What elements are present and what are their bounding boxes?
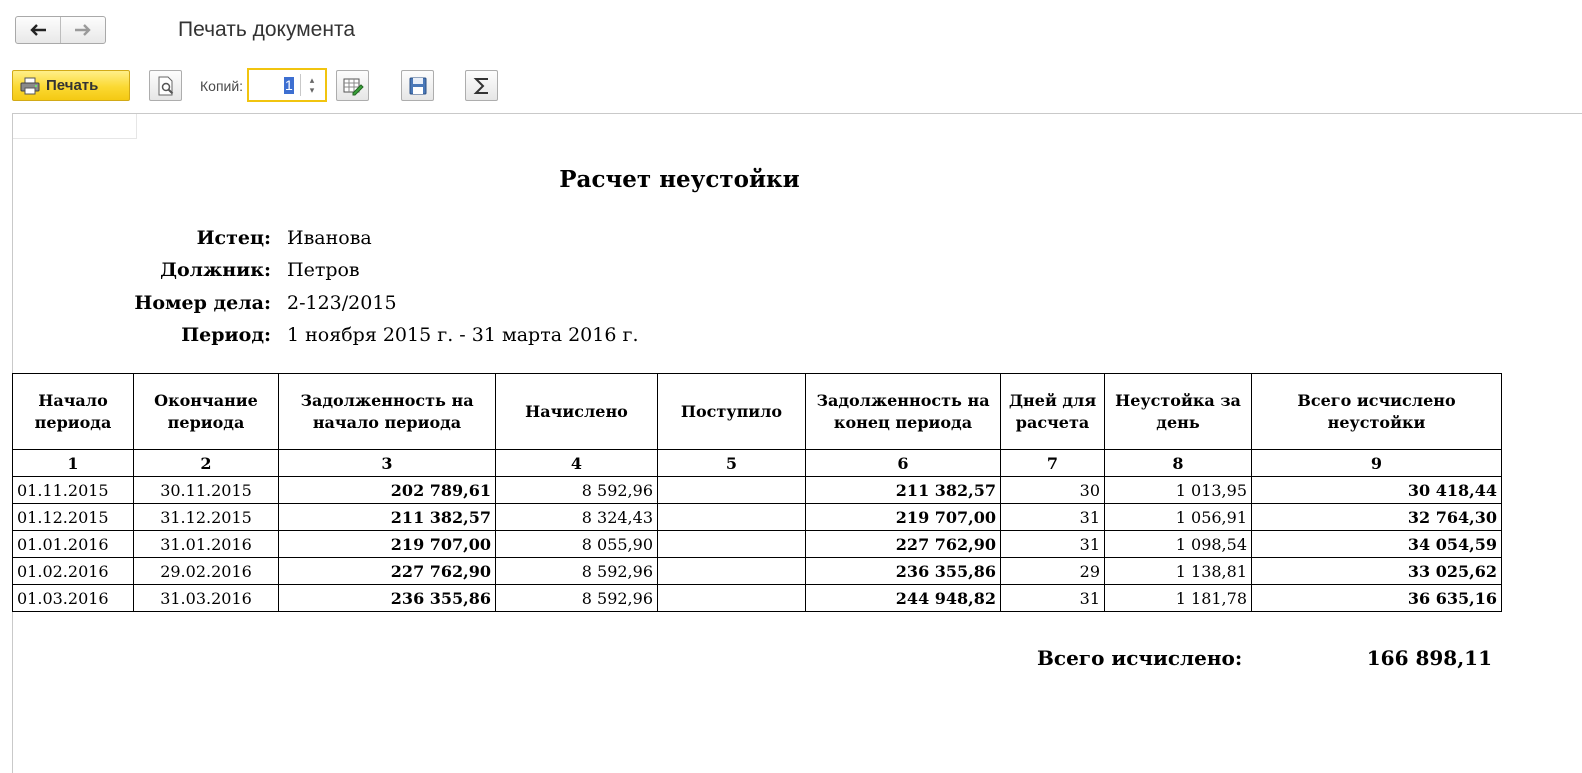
- cell-days: 30: [1001, 477, 1105, 504]
- cell-days: 31: [1001, 585, 1105, 612]
- edit-button[interactable]: [336, 70, 369, 101]
- total-label: Всего исчислено:: [1037, 646, 1243, 670]
- cell-penalty-per-day: 1 013,95: [1105, 477, 1252, 504]
- document-title: Расчет неустойки: [559, 166, 800, 193]
- column-number: 7: [1001, 450, 1105, 477]
- cell-debt-end: 211 382,57: [806, 477, 1001, 504]
- table-row: [13, 585, 1502, 612]
- spin-up-icon: ▴: [309, 75, 315, 85]
- column-header: Начислено: [496, 374, 658, 450]
- total-value: 166 898,11: [1366, 646, 1492, 670]
- cell-debt-start: 211 382,57: [279, 504, 496, 531]
- info-value: 1 ноября 2015 г. - 31 марта 2016 г.: [287, 324, 639, 346]
- cell-start-date: 01.12.2015: [13, 504, 134, 531]
- sum-button[interactable]: [465, 70, 498, 101]
- column-number: 9: [1252, 450, 1502, 477]
- cell-end-date: 31.03.2016: [134, 585, 279, 612]
- cell-debt-end: 244 948,82: [806, 585, 1001, 612]
- cell-received: [658, 585, 806, 612]
- table-row: [13, 504, 1502, 531]
- column-header: Начало периода: [13, 374, 134, 450]
- print-button-label: Печать: [46, 77, 99, 94]
- column-header: Всего исчислено неустойки: [1252, 374, 1502, 450]
- cell-penalty-total: 34 054,59: [1252, 531, 1502, 558]
- spin-down-icon: ▾: [309, 85, 315, 95]
- cell-received: [658, 504, 806, 531]
- cell-debt-start: 219 707,00: [279, 531, 496, 558]
- cell-accrued: 8 324,43: [496, 504, 658, 531]
- table-row: [13, 477, 1502, 504]
- cell-start-date: 01.02.2016: [13, 558, 134, 585]
- cell-accrued: 8 592,96: [496, 558, 658, 585]
- copies-value: 1: [285, 77, 293, 93]
- table-row: [13, 531, 1502, 558]
- info-label: Период:: [181, 324, 271, 346]
- cell-days: 31: [1001, 531, 1105, 558]
- info-value: Иванова: [287, 227, 372, 249]
- cell-accrued: 8 592,96: [496, 585, 658, 612]
- column-header: Неустойка за день: [1105, 374, 1252, 450]
- edit-icon: [342, 76, 364, 96]
- cell-debt-end: 236 355,86: [806, 558, 1001, 585]
- column-header: Задолженность на начало периода: [279, 374, 496, 450]
- table-header-row: [13, 374, 1502, 450]
- copies-spinner[interactable]: [300, 74, 323, 96]
- window-title: Печать документа: [178, 18, 356, 41]
- back-button[interactable]: [16, 17, 60, 43]
- cell-penalty-per-day: 1 181,78: [1105, 585, 1252, 612]
- arrow-right-icon: [74, 23, 92, 37]
- copies-label: Копий:: [200, 78, 244, 94]
- column-number: 6: [806, 450, 1001, 477]
- printer-icon: [20, 77, 40, 95]
- cell-received: [658, 558, 806, 585]
- cell-accrued: 8 592,96: [496, 477, 658, 504]
- cell-end-date: 30.11.2015: [134, 477, 279, 504]
- column-header: Дней для расчета: [1001, 374, 1105, 450]
- cell-penalty-total: 36 635,16: [1252, 585, 1502, 612]
- forward-button[interactable]: [60, 17, 105, 43]
- cell-start-date: 01.01.2016: [13, 531, 134, 558]
- preview-icon: [156, 76, 176, 96]
- cell-end-date: 29.02.2016: [134, 558, 279, 585]
- sheet-corner: [13, 114, 137, 139]
- cell-days: 29: [1001, 558, 1105, 585]
- cell-debt-start: 202 789,61: [279, 477, 496, 504]
- column-number-row: [13, 450, 1502, 477]
- copies-input[interactable]: [247, 68, 327, 102]
- column-number: 8: [1105, 450, 1252, 477]
- column-number: 5: [658, 450, 806, 477]
- table-row: [13, 558, 1502, 585]
- save-icon: [408, 76, 428, 96]
- info-value: Петров: [287, 259, 360, 281]
- cell-start-date: 01.03.2016: [13, 585, 134, 612]
- preview-button[interactable]: [149, 70, 182, 101]
- column-number: 1: [13, 450, 134, 477]
- cell-received: [658, 477, 806, 504]
- cell-debt-end: 227 762,90: [806, 531, 1001, 558]
- cell-accrued: 8 055,90: [496, 531, 658, 558]
- cell-debt-start: 236 355,86: [279, 585, 496, 612]
- cell-end-date: 31.12.2015: [134, 504, 279, 531]
- column-number: 4: [496, 450, 658, 477]
- cell-received: [658, 531, 806, 558]
- cell-start-date: 01.11.2015: [13, 477, 134, 504]
- cell-penalty-total: 32 764,30: [1252, 504, 1502, 531]
- column-header: Задолженность на конец периода: [806, 374, 1001, 450]
- save-button[interactable]: [401, 70, 434, 101]
- cell-penalty-total: 33 025,62: [1252, 558, 1502, 585]
- column-header: Окончание периода: [134, 374, 279, 450]
- column-header: Поступило: [658, 374, 806, 450]
- arrow-left-icon: [29, 23, 47, 37]
- cell-penalty-per-day: 1 138,81: [1105, 558, 1252, 585]
- column-number: 2: [134, 450, 279, 477]
- cell-penalty-per-day: 1 056,91: [1105, 504, 1252, 531]
- nav-buttons: [15, 16, 106, 44]
- info-value: 2-123/2015: [287, 292, 397, 314]
- cell-debt-start: 227 762,90: [279, 558, 496, 585]
- column-number: 3: [279, 450, 496, 477]
- sum-icon: [473, 76, 491, 96]
- cell-debt-end: 219 707,00: [806, 504, 1001, 531]
- info-label: Должник:: [160, 259, 271, 281]
- print-button[interactable]: [12, 70, 130, 101]
- cell-penalty-total: 30 418,44: [1252, 477, 1502, 504]
- cell-end-date: 31.01.2016: [134, 531, 279, 558]
- cell-days: 31: [1001, 504, 1105, 531]
- info-label: Истец:: [196, 227, 271, 249]
- penalty-table: [12, 373, 1502, 612]
- info-label: Номер дела:: [134, 292, 271, 314]
- cell-penalty-per-day: 1 098,54: [1105, 531, 1252, 558]
